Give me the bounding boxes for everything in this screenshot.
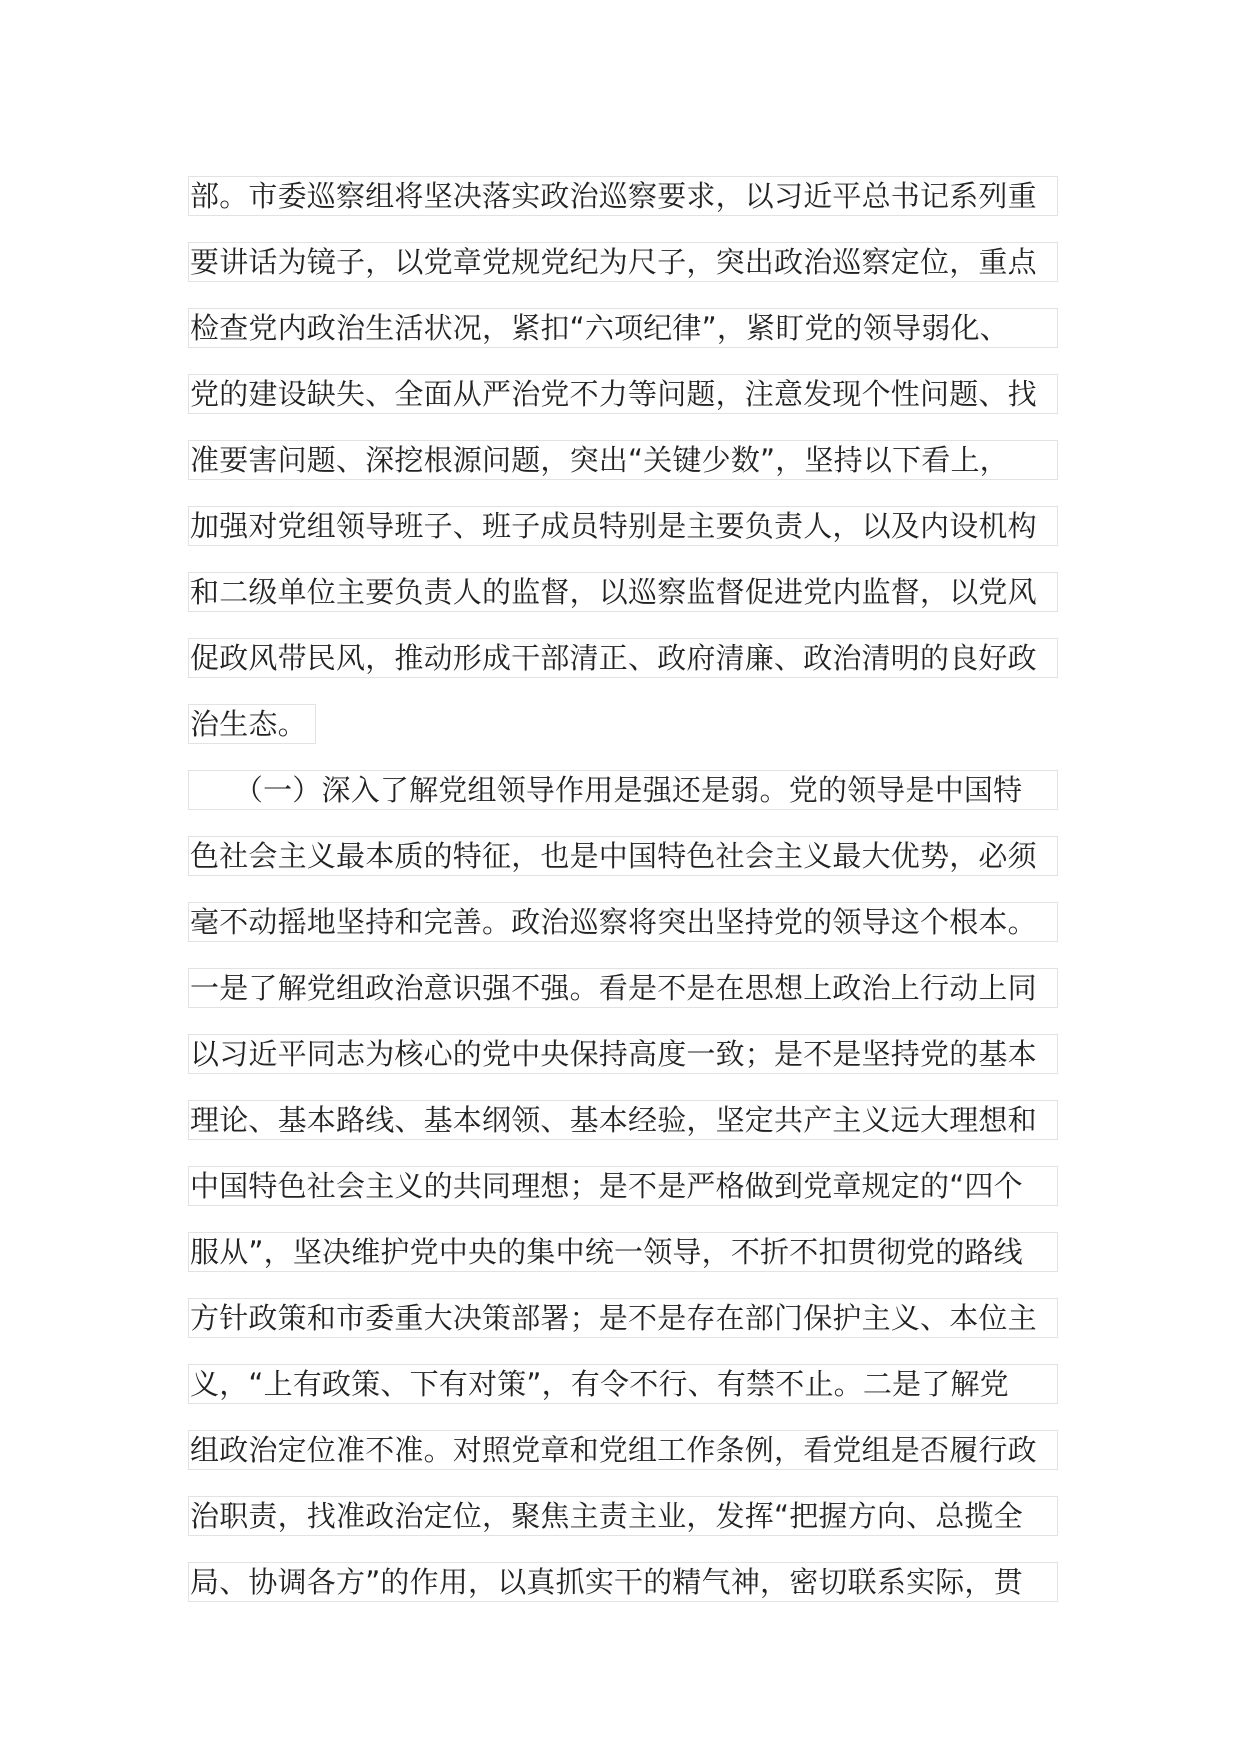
text-line-content: 准要害问题、深挖根源问题，突出“关键少数”，坚持以下看上， xyxy=(188,440,1058,480)
text-line xyxy=(188,434,1058,500)
text-line-content: 服从”，坚决维护党中央的集中统一领导，不折不扣贯彻党的路线 xyxy=(188,1232,1058,1272)
text-line xyxy=(188,1292,1058,1358)
text-line-content: 色社会主义最本质的特征，也是中国特色社会主义最大优势，必须 xyxy=(188,836,1058,876)
text-line-content: 和二级单位主要负责人的监督，以巡察监督促进党内监督，以党风 xyxy=(188,572,1058,612)
text-line-content: 党的建设缺失、全面从严治党不力等问题，注意发现个性问题、找 xyxy=(188,374,1058,414)
text-line xyxy=(188,236,1058,302)
text-line-content: 一是了解党组政治意识强不强。看是不是在思想上政治上行动上同 xyxy=(188,968,1058,1008)
text-line xyxy=(188,1028,1058,1094)
text-line-content: 加强对党组领导班子、班子成员特别是主要负责人，以及内设机构 xyxy=(188,506,1058,546)
text-line xyxy=(188,1490,1058,1556)
text-line xyxy=(188,500,1058,566)
text-line xyxy=(188,302,1058,368)
text-line xyxy=(188,566,1058,632)
text-line xyxy=(188,1226,1058,1292)
text-line-content: 义，“上有政策、下有对策”，有令不行、有禁不止。二是了解党 xyxy=(188,1364,1058,1404)
text-line-content: 促政风带民风，推动形成干部清正、政府清廉、政治清明的良好政 xyxy=(188,638,1058,678)
text-line xyxy=(188,698,1058,764)
text-line xyxy=(188,1160,1058,1226)
text-line-content: 方针政策和市委重大决策部署；是不是存在部门保护主义、本位主 xyxy=(188,1298,1058,1338)
text-line xyxy=(188,170,1058,236)
text-line xyxy=(188,1556,1058,1622)
text-line-content: 中国特色社会主义的共同理想；是不是严格做到党章规定的“四个 xyxy=(188,1166,1058,1206)
text-line xyxy=(188,830,1058,896)
text-line-content: 组政治定位准不准。对照党章和党组工作条例，看党组是否履行政 xyxy=(188,1430,1058,1470)
text-line xyxy=(188,632,1058,698)
text-line-content: 要讲话为镜子，以党章党规党纪为尺子，突出政治巡察定位，重点 xyxy=(188,242,1058,282)
text-line xyxy=(188,896,1058,962)
text-line xyxy=(188,1424,1058,1490)
section-heading-line: （一）深入了解党组领导作用是强还是弱。党的领导是中国特 xyxy=(188,770,1058,810)
text-line xyxy=(188,764,1058,830)
text-line-content: 检查党内政治生活状况，紧扣“六项纪律”，紧盯党的领导弱化、 xyxy=(188,308,1058,348)
text-line-content: 局、协调各方”的作用，以真抓实干的精气神，密切联系实际，贯 xyxy=(188,1562,1058,1602)
text-line xyxy=(188,368,1058,434)
text-line-content: 治职责，找准政治定位，聚焦主责主业，发挥“把握方向、总揽全 xyxy=(188,1496,1058,1536)
text-line-content: 毫不动摇地坚持和完善。政治巡察将突出坚持党的领导这个根本。 xyxy=(188,902,1058,942)
text-line-content: 理论、基本路线、基本纲领、基本经验，坚定共产主义远大理想和 xyxy=(188,1100,1058,1140)
text-line xyxy=(188,1094,1058,1160)
text-line-content: 治生态。 xyxy=(188,704,316,744)
text-line xyxy=(188,962,1058,1028)
text-line-content: 部。市委巡察组将坚决落实政治巡察要求，以习近平总书记系列重 xyxy=(188,176,1058,216)
text-line xyxy=(188,1358,1058,1424)
text-line-content: 以习近平同志为核心的党中央保持高度一致；是不是坚持党的基本 xyxy=(188,1034,1058,1074)
body-text xyxy=(188,170,1058,1622)
